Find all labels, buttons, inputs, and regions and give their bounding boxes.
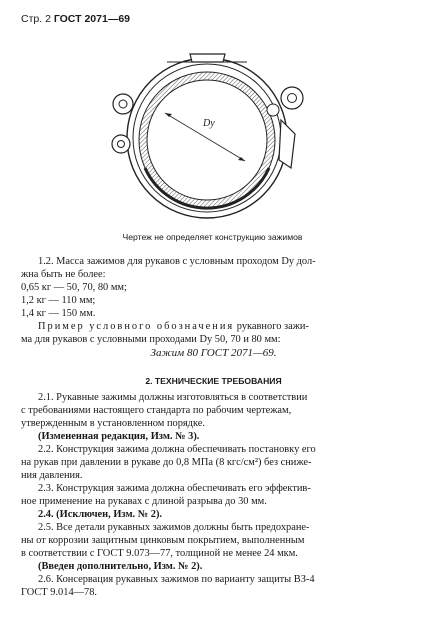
standard-code: ГОСТ 2071—69 xyxy=(53,13,130,25)
left-lug-lower xyxy=(112,135,130,153)
left-lug-upper xyxy=(113,94,133,114)
clamp-lever xyxy=(279,120,295,168)
hose-bore xyxy=(147,80,267,200)
section-2-title: 2. ТЕХНИЧЕСКИЕ ТРЕБОВАНИЯ xyxy=(145,376,282,386)
section-2-body: 2.1. Рукавные зажимы должны изготовляться в соответствии с требованиями настоящего стандарта по рабочим чертежам, утвержденным в установленном порядке. (Измененная редакция, Изм. № 3). 2.2. Конструкция зажима должна обеспечивать постановку его на рукав при давлении в рукаве до 0,8 МПа (8 кгс/см²) без сниже- ния давления. 2.3. Конструкция зажима должна обеспечивать его эффектив- ное применение на рукавах с длиной разрыва до 30 мм. 2.4. (Исключен, Изм. № 2). 2.5. Все детали рукавных зажимов должны быть предохране- ны от коррозии защитным цинковым покрытием, выполненным в соответствии с ГОСТ 9.073—77, толщиной не менее 24 мкм. (Введен дополнительно, Изм. № 2). 2.6. Консервация рукавных зажимов по варианту защиты ВЗ-4 ГОСТ 9.014—78. xyxy=(21,391,406,599)
page-number: Стр. 2 xyxy=(21,13,51,25)
right-lug-upper xyxy=(281,87,303,109)
amendment-note: (Введен дополнительно, Изм. № 2). xyxy=(38,561,203,572)
amendment-note: (Измененная редакция, Изм. № 3). xyxy=(38,431,200,442)
mass-item: 0,65 кг — 50, 70, 80 мм; xyxy=(21,282,127,293)
diameter-label: Dу xyxy=(203,118,215,129)
mass-item: 1,2 кг — 110 мм; xyxy=(21,295,96,306)
clamp-drawing xyxy=(95,48,320,223)
page-header xyxy=(21,13,130,25)
top-bracket xyxy=(190,54,225,62)
section-1-2: 1.2. Масса зажимов для рукавов с условным проходом Dу дол- жна быть не более: 0,65 кг — 50, 70, 80 мм; 1,2 кг — 110 мм; 1,4 кг — 150 мм. Пример условного обозначения рукавного зажи- ма для рукавов с условными проходами Dу 50, 70 и 80 мм: xyxy=(21,255,406,346)
mass-item: 1,4 кг — 150 мм. xyxy=(21,308,96,319)
figure-caption: Чертеж не определяет конструкцию зажимов xyxy=(122,232,303,242)
excluded-clause: 2.4. (Исключен, Изм. № 2). xyxy=(38,509,163,520)
designation-example: Зажим 80 ГОСТ 2071—69. xyxy=(150,347,277,359)
right-bolt xyxy=(267,104,279,116)
